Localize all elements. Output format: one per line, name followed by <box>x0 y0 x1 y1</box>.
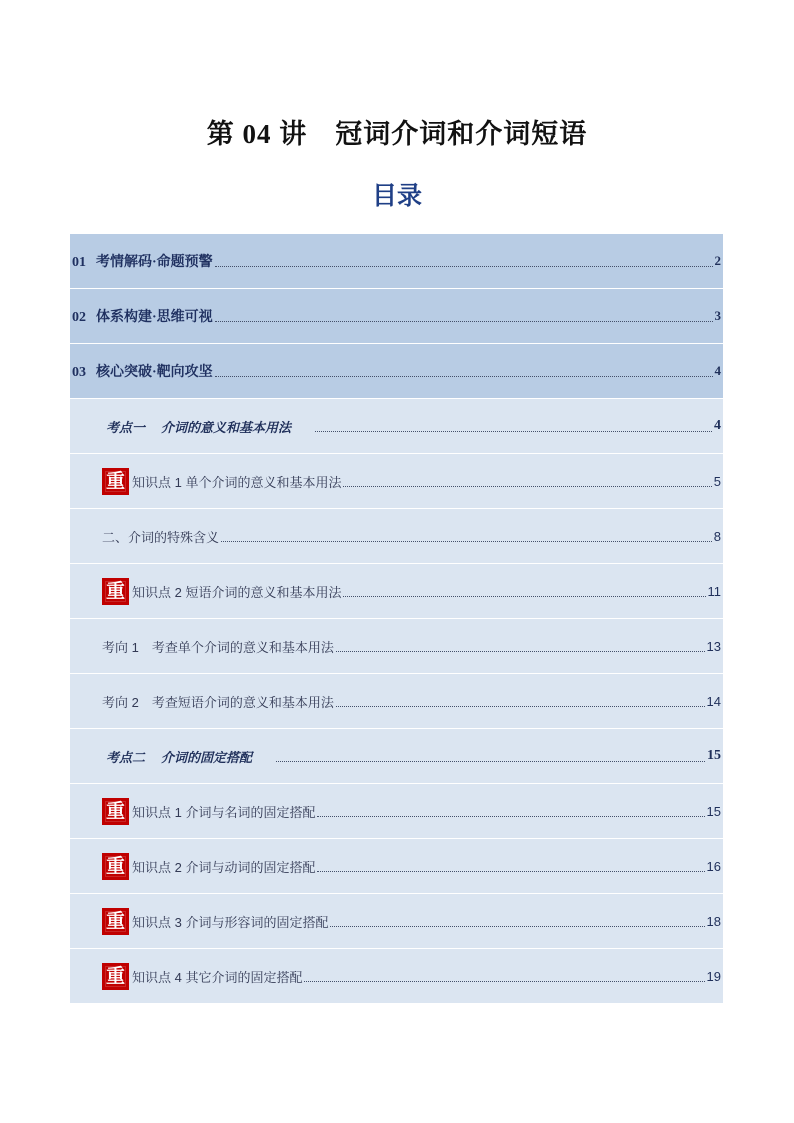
toc-item-knowledge-2[interactable] <box>70 564 723 619</box>
toc-item-label: 知识点 2 短语介词的意义和基本用法 <box>132 584 342 600</box>
toc-item-knowledge-verb[interactable] <box>70 839 723 894</box>
toc-page-number: 15 <box>706 803 721 819</box>
leader-dots <box>317 871 704 872</box>
leader-dots <box>336 706 705 707</box>
toc-page-number: 5 <box>713 473 721 489</box>
toc-page-number: 16 <box>706 858 721 874</box>
toc-item-label: 知识点 2 介词与动词的固定搭配 <box>132 859 316 875</box>
key-point-badge-icon: 重 <box>102 963 129 990</box>
toc-item-knowledge-noun[interactable] <box>70 784 723 839</box>
leader-dots <box>215 266 713 267</box>
leader-dots <box>221 541 712 542</box>
key-point-badge-icon: 重 <box>102 468 129 495</box>
toc-page-number: 8 <box>713 528 721 544</box>
toc-item-kaodian-2[interactable] <box>70 729 723 784</box>
toc-page-number: 14 <box>706 693 721 709</box>
toc-page-number: 18 <box>706 913 721 929</box>
toc-item-label: 知识点 1 单个介词的意义和基本用法 <box>132 474 342 490</box>
toc-item-special-meaning[interactable] <box>70 509 723 564</box>
leader-dots <box>343 486 711 487</box>
toc-page-number: 4 <box>714 418 721 433</box>
toc-page-number: 13 <box>706 638 721 654</box>
toc-section-label: 03 核心突破·靶向攻坚 <box>72 365 213 380</box>
toc-item-label: 考点一 介词的意义和基本用法 <box>106 420 292 436</box>
leader-dots <box>215 321 713 322</box>
leader-dots <box>330 926 704 927</box>
page-title: 第 04 讲 冠词介词和介词短语 <box>206 119 588 149</box>
leader-dots <box>304 981 704 982</box>
key-point-badge-icon: 重 <box>102 853 129 880</box>
toc-section-03[interactable] <box>70 344 723 399</box>
toc-item-direction-1[interactable] <box>70 619 723 674</box>
key-point-badge-icon: 重 <box>102 578 129 605</box>
toc-item-label: 知识点 4 其它介词的固定搭配 <box>132 969 303 985</box>
toc-page-number: 3 <box>714 308 721 323</box>
toc-item-label: 考向 1 考查单个介词的意义和基本用法 <box>102 639 334 655</box>
toc-item-label: 知识点 3 介词与形容词的固定搭配 <box>132 914 329 930</box>
leader-dots <box>276 761 705 762</box>
toc-section-label: 02 体系构建·思维可视 <box>72 310 213 325</box>
key-point-badge-icon: 重 <box>102 908 129 935</box>
toc-page-number: 11 <box>707 583 721 599</box>
toc-item-label: 考点二 介词的固定搭配 <box>106 750 253 766</box>
leader-dots <box>215 376 713 377</box>
toc-page-number: 15 <box>707 748 721 763</box>
toc-item-label: 考向 2 考查短语介词的意义和基本用法 <box>102 694 334 710</box>
toc-page-number: 19 <box>706 968 721 984</box>
key-point-badge-icon: 重 <box>102 798 129 825</box>
toc-item-knowledge-other[interactable] <box>70 949 723 1004</box>
toc-item-direction-2[interactable] <box>70 674 723 729</box>
leader-dots <box>336 651 705 652</box>
toc-section-01[interactable] <box>70 234 723 289</box>
table-of-contents <box>70 234 723 1004</box>
toc-section-02[interactable] <box>70 289 723 344</box>
toc-item-label: 知识点 1 介词与名词的固定搭配 <box>132 804 316 820</box>
leader-dots <box>315 431 712 432</box>
leader-dots <box>343 596 705 597</box>
toc-item-knowledge-1[interactable] <box>70 454 723 509</box>
toc-item-label: 二、介词的特殊含义 <box>102 529 220 545</box>
toc-section-label: 01 考情解码·命题预警 <box>72 255 213 270</box>
toc-page-number: 4 <box>714 363 721 378</box>
toc-page-number: 2 <box>714 253 721 268</box>
leader-dots <box>317 816 704 817</box>
toc-item-knowledge-adjective[interactable] <box>70 894 723 949</box>
toc-item-kaodian-1[interactable] <box>70 399 723 454</box>
toc-heading: 目录 <box>371 182 422 210</box>
